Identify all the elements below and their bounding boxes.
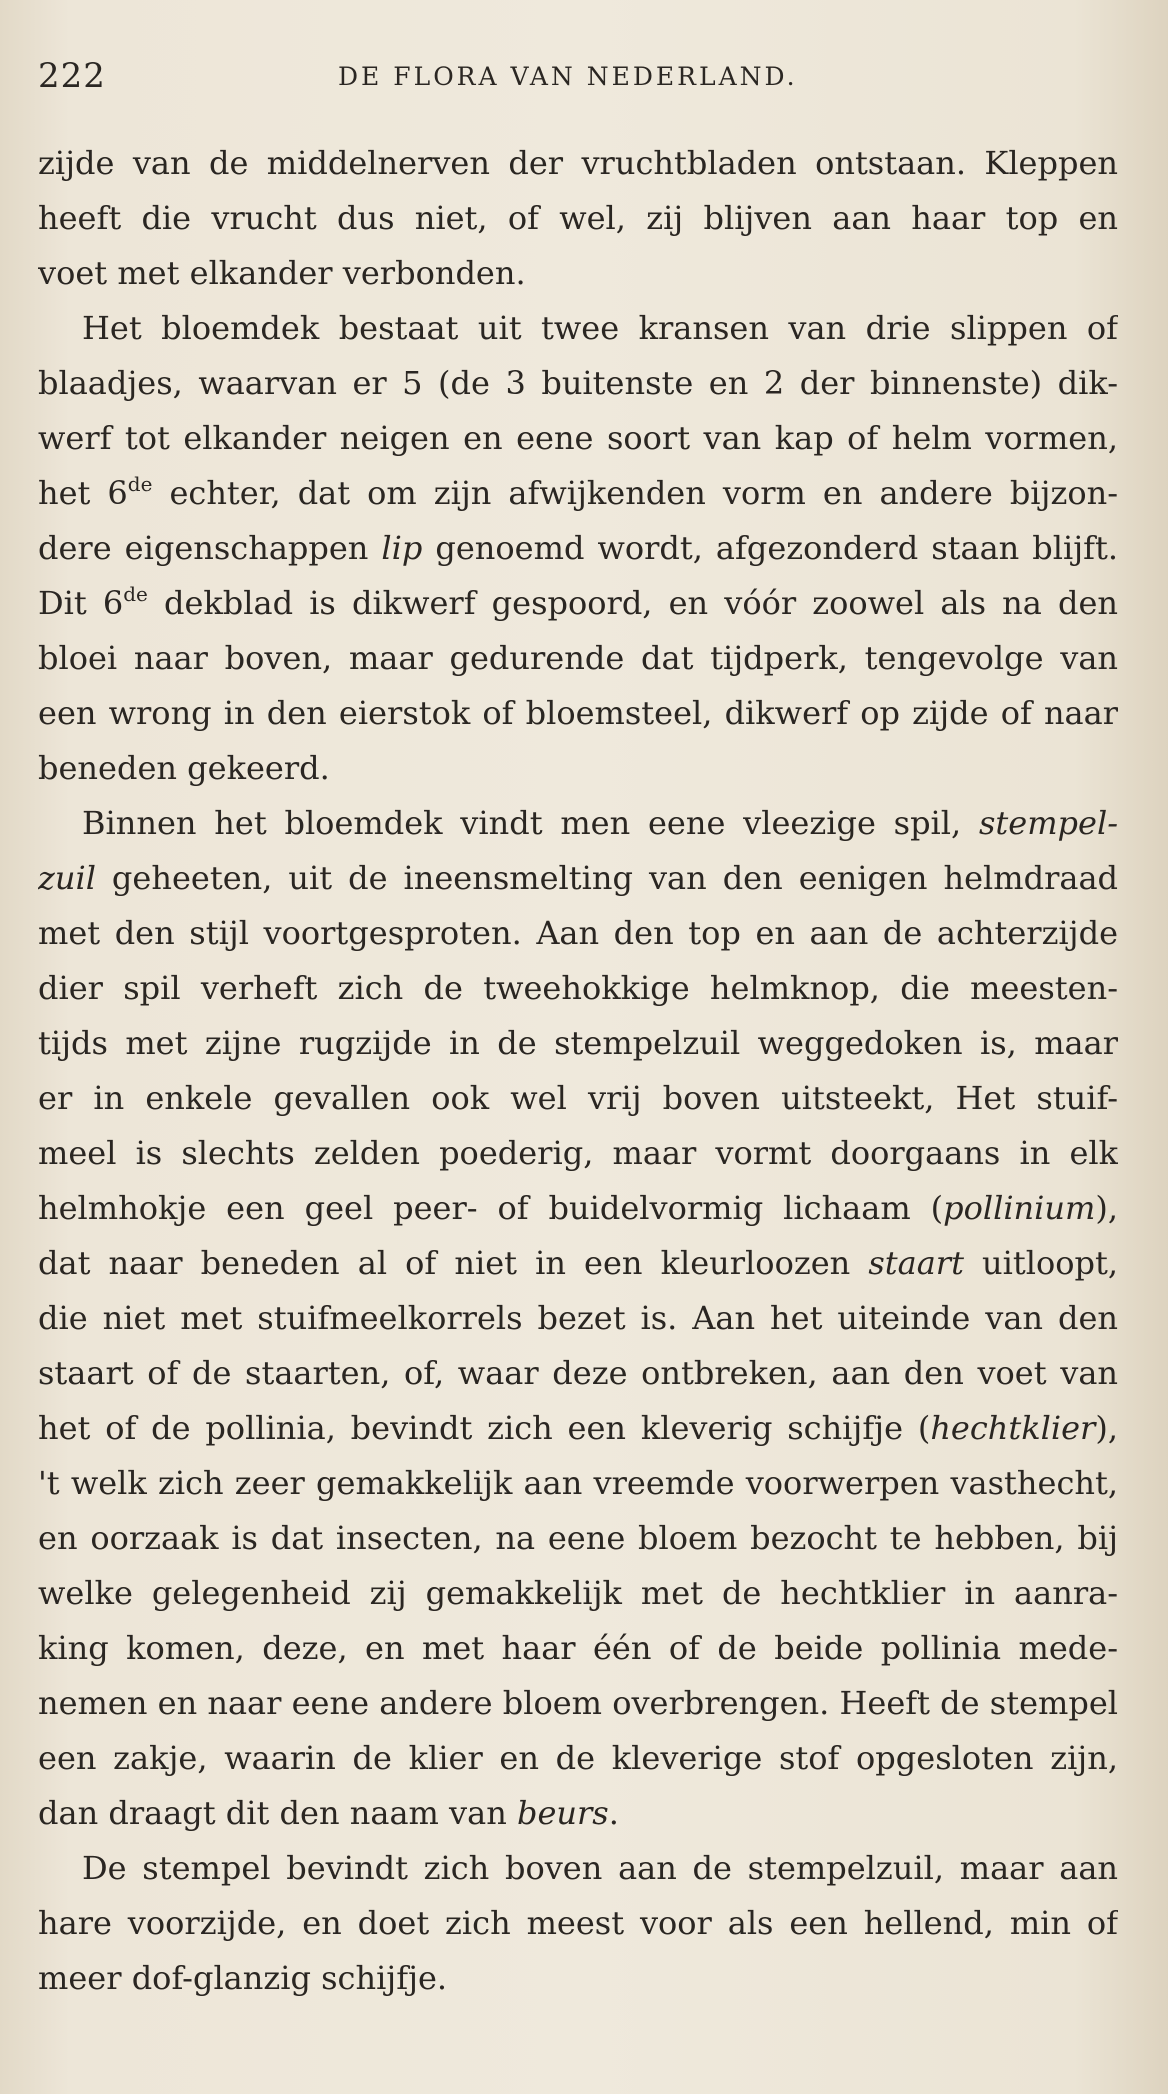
text-fragment: echter, dat om zijn afwijkenden vorm en andere bijzon- bbox=[152, 474, 1118, 512]
text-fragment: ), bbox=[1095, 1409, 1118, 1447]
text-fragment: genoemd wordt, afgezonderd staan blijft. bbox=[422, 529, 1118, 567]
body-text bbox=[38, 136, 1118, 2006]
text-line-with-italic bbox=[38, 796, 1118, 851]
text-fragment: ), bbox=[1095, 1189, 1118, 1227]
italic-term: stempel- bbox=[978, 804, 1118, 842]
italic-term: hechtklier bbox=[930, 1409, 1096, 1447]
text-line: De stempel bevindt zich boven aan de stempelzuil, maar aan bbox=[82, 1849, 1118, 1887]
italic-term: lip bbox=[381, 529, 423, 567]
text-line-with-italic bbox=[38, 1236, 1118, 1291]
text-line: beneden gekeerd. bbox=[38, 749, 330, 787]
text-line: en oorzaak is dat insecten, na eene bloem bezocht te hebben, bij bbox=[38, 1519, 1118, 1557]
italic-term: beurs bbox=[516, 1794, 609, 1832]
text-line: king komen, deze, en met haar één of de beide pollinia mede- bbox=[38, 1629, 1118, 1667]
text-fragment: dekblad is dikwerf gespoord, en vóór zoowel als na den bbox=[147, 584, 1118, 622]
text-line: werf tot elkander neigen en eene soort van kap of helm vormen, bbox=[38, 419, 1118, 457]
text-line-with-italic bbox=[38, 1786, 1118, 1841]
text-line: er in enkele gevallen ook wel vrij boven uitsteekt, Het stuif- bbox=[38, 1079, 1118, 1117]
text-line: blaadjes, waarvan er 5 (de 3 buitenste en 2 der binnenste) dik- bbox=[38, 364, 1118, 402]
text-fragment: het of de pollinia, bevindt zich een kleverig schijfje ( bbox=[38, 1409, 931, 1447]
text-line: Het bloemdek bestaat uit twee kransen van drie slippen of bbox=[82, 309, 1118, 347]
text-line: die niet met stuifmeelkorrels bezet is. Aan het uiteinde van den bbox=[38, 1299, 1118, 1337]
text-fragment: dat naar beneden al of niet in een kleurloozen bbox=[38, 1244, 869, 1282]
superscript: de bbox=[123, 582, 148, 606]
text-line: heeft die vrucht dus niet, of wel, zij blijven aan haar top en bbox=[38, 199, 1118, 237]
text-line: een zakje, waarin de klier en de kleverige stof opgesloten zijn, bbox=[38, 1739, 1118, 1777]
page-header bbox=[38, 56, 1118, 106]
text-line: een wrong in den eierstok of bloemsteel, dikwerf op zijde of naar bbox=[38, 694, 1118, 732]
text-fragment: dere eigenschappen bbox=[38, 529, 382, 567]
text-line-with-italic bbox=[38, 1401, 1118, 1456]
text-line-with-superscript bbox=[38, 576, 1118, 631]
text-line-with-italic bbox=[38, 521, 1118, 576]
text-line: meer dof-glanzig schijfje. bbox=[38, 1959, 448, 1997]
page-number: 222 bbox=[38, 56, 106, 96]
superscript: de bbox=[127, 472, 153, 496]
text-fragment: uitloopt, bbox=[963, 1244, 1118, 1282]
italic-term: staart bbox=[868, 1244, 964, 1282]
italic-term: pollinium bbox=[943, 1189, 1096, 1227]
text-line: hare voorzijde, en doet zich meest voor als een hellend, min of bbox=[38, 1904, 1118, 1942]
text-line-with-italic bbox=[38, 851, 1118, 906]
text-line: welke gelegenheid zij gemakkelijk met de hechtklier in aanra- bbox=[38, 1574, 1118, 1612]
text-line-with-superscript bbox=[38, 466, 1118, 521]
text-line-with-italic bbox=[38, 1181, 1118, 1236]
text-fragment: Dit 6 bbox=[38, 584, 124, 622]
text-line: dier spil verheft zich de tweehokkige helmknop, die meesten- bbox=[38, 969, 1118, 1007]
text-fragment: helmhokje een geel peer- of buidelvormig lichaam ( bbox=[38, 1189, 944, 1227]
text-line: zijde van de middelnerven der vruchtbladen ontstaan. Kleppen bbox=[38, 144, 1118, 182]
running-title: DE FLORA VAN NEDERLAND. bbox=[338, 62, 798, 91]
text-line: tijds met zijne rugzijde in de stempelzuil weggedoken is, maar bbox=[38, 1024, 1118, 1062]
text-line: bloei naar boven, maar gedurende dat tijdperk, tengevolge van bbox=[38, 639, 1118, 677]
text-fragment: . bbox=[608, 1794, 619, 1832]
text-fragment: het 6 bbox=[38, 474, 128, 512]
text-fragment: Binnen het bloemdek vindt men eene vleezige spil, bbox=[82, 804, 979, 842]
text-line: voet met elkander verbonden. bbox=[38, 254, 526, 292]
text-line: met den stijl voortgesproten. Aan den top en aan de achterzijde bbox=[38, 914, 1118, 952]
text-fragment: geheeten, uit de ineensmelting van den eenigen helmdraad bbox=[95, 859, 1118, 897]
text-line: staart of de staarten, of, waar deze ontbreken, aan den voet van bbox=[38, 1354, 1118, 1392]
text-line: nemen en naar eene andere bloem overbrengen. Heeft de stempel bbox=[38, 1684, 1118, 1722]
italic-term: zuil bbox=[38, 859, 96, 897]
text-line: 't welk zich zeer gemakkelijk aan vreemde voorwerpen vasthecht, bbox=[38, 1464, 1118, 1502]
text-line: meel is slechts zelden poederig, maar vormt doorgaans in elk bbox=[38, 1134, 1118, 1172]
text-fragment: dan draagt dit den naam van bbox=[38, 1794, 517, 1832]
